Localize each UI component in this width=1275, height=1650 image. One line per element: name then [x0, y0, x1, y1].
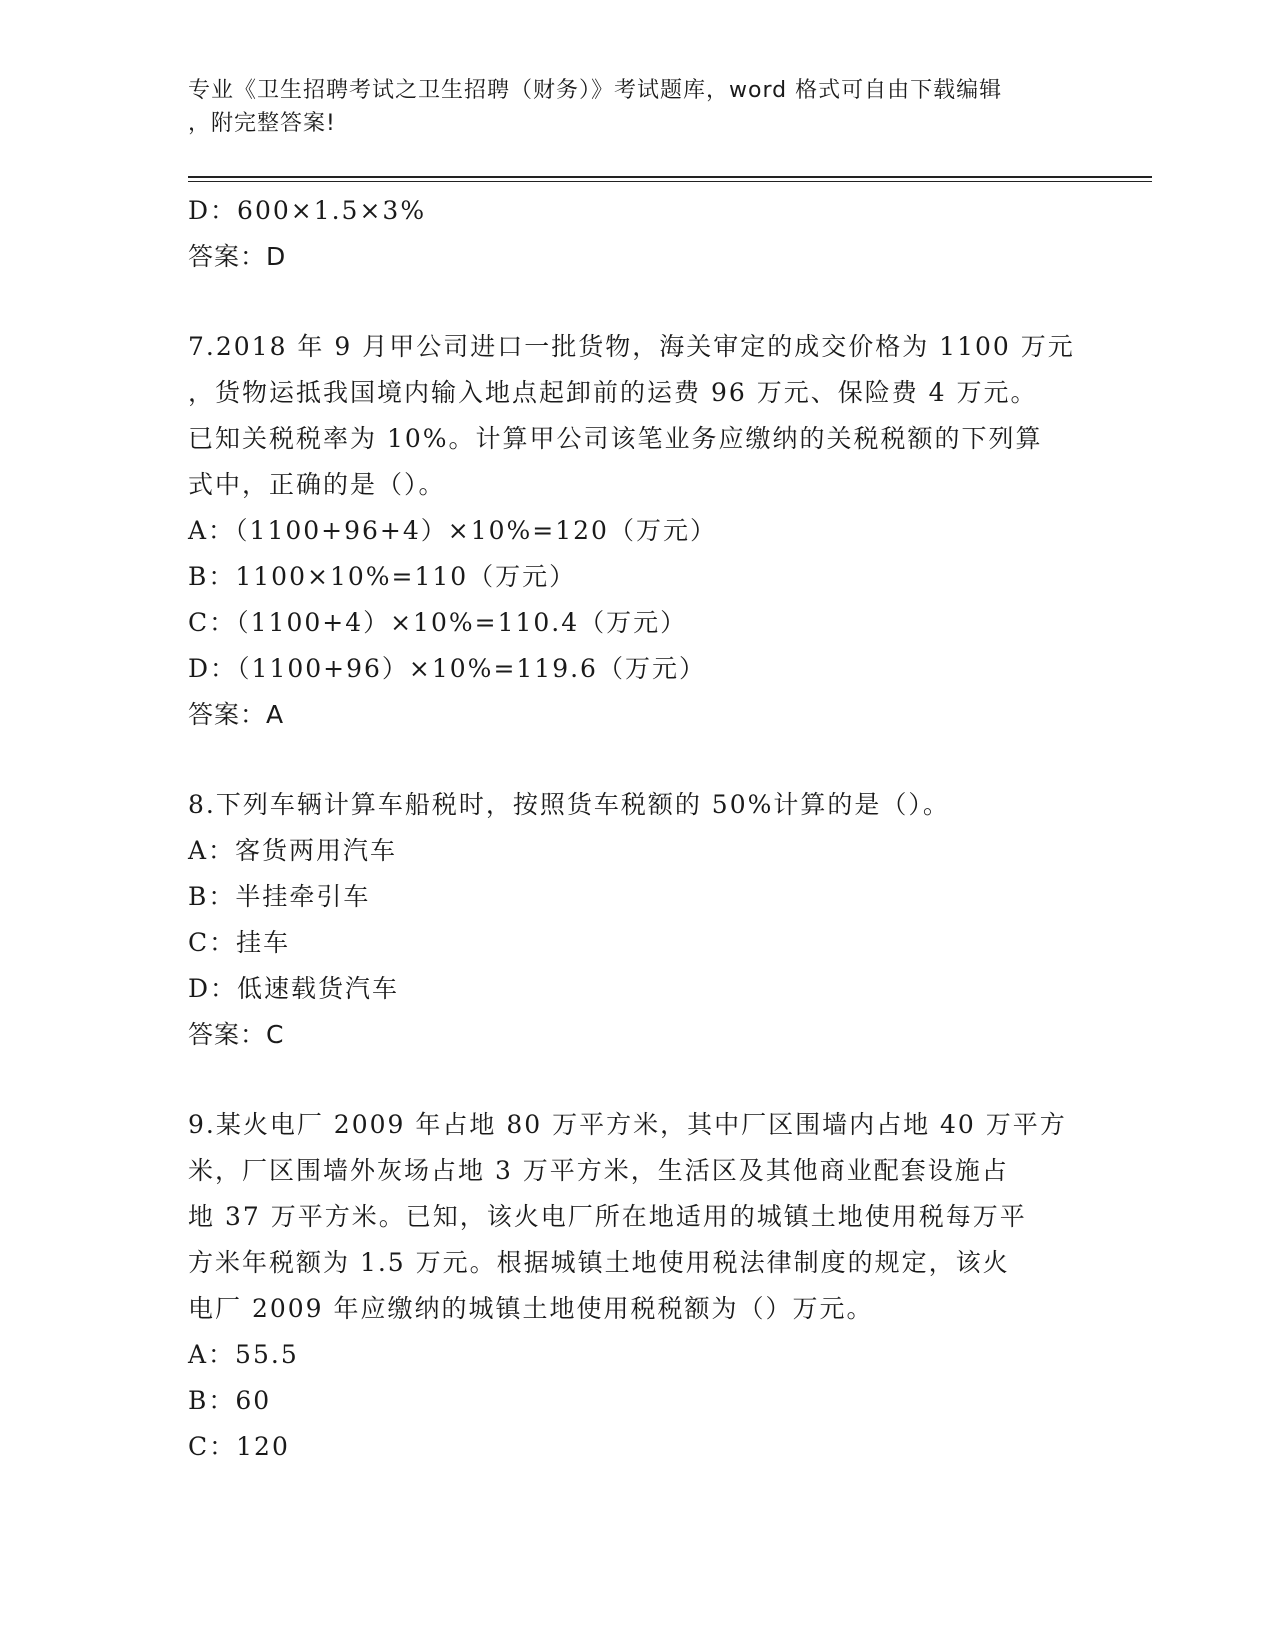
q8-option-b: B：半挂牵引车: [188, 882, 371, 911]
spacer: [188, 280, 1088, 324]
q8-option-a: A：客货两用汽车: [188, 836, 398, 865]
q9-stem-line-4: 方米年税额为 1.5 万元。根据城镇土地使用税法律制度的规定，该火: [188, 1248, 1010, 1277]
header-line-1: 专业《卫生招聘考试之卫生招聘（财务）》考试题库，word 格式可自由下载编辑: [188, 78, 1003, 103]
question-8: [188, 782, 1088, 1058]
q7-stem-line-2: ，货物运抵我国境内输入地点起卸前的运费 96 万元、保险费 4 万元。: [188, 378, 1038, 407]
q7-option-a: A：（1100+96+4）×10%=120（万元）: [188, 516, 717, 545]
q8-stem-line-1: 8.下列车辆计算车船税时，按照货车税额的 50%计算的是（）。: [188, 790, 950, 819]
q7-stem-line-1: 7.2018 年 9 月甲公司进口一批货物，海关审定的成交价格为 1100 万元: [188, 332, 1075, 361]
spacer: [188, 738, 1088, 782]
q9-option-b: B：60: [188, 1386, 272, 1415]
q7-option-d: D：（1100+96）×10%=119.6（万元）: [188, 654, 706, 683]
question-9: [188, 1102, 1088, 1470]
q9-option-c: C：120: [188, 1432, 290, 1461]
q7-option-b: B：1100×10%=110（万元）: [188, 562, 577, 591]
q9-stem-line-1: 9.某火电厂 2009 年占地 80 万平方米，其中厂区围墙内占地 40 万平方: [188, 1110, 1067, 1139]
question-7: [188, 324, 1088, 738]
q9-option-a: A：55.5: [188, 1340, 299, 1369]
spacer: [188, 1058, 1088, 1102]
header-divider-thin: [188, 181, 1152, 182]
q7-stem-line-3: 已知关税税率为 10%。计算甲公司该笔业务应缴纳的关税税额的下列算: [188, 424, 1043, 453]
question-content: [188, 188, 1088, 1470]
q7-stem-line-4: 式中，正确的是（）。: [188, 470, 446, 499]
document-header: [188, 74, 1068, 140]
q7-option-c: C：（1100+4）×10%=110.4（万元）: [188, 608, 688, 637]
prev-answer: 答案：D: [188, 242, 287, 271]
q9-stem-line-2: 米，厂区围墙外灰场占地 3 万平方米，生活区及其他商业配套设施占: [188, 1156, 1009, 1185]
q7-answer: 答案：A: [188, 700, 285, 729]
q9-stem-line-3: 地 37 万平方米。已知，该火电厂所在地适用的城镇土地使用税每万平: [188, 1202, 1027, 1231]
header-divider-thick: [188, 176, 1152, 178]
q8-option-c: C：挂车: [188, 928, 291, 957]
q8-option-d: D：低速载货汽车: [188, 974, 400, 1003]
prev-option-d: D：600×1.5×3%: [188, 196, 427, 225]
header-line-2: ，附完整答案!: [188, 111, 336, 136]
q9-stem-line-5: 电厂 2009 年应缴纳的城镇土地使用税税额为（）万元。: [188, 1294, 874, 1323]
q8-answer: 答案：C: [188, 1020, 285, 1049]
